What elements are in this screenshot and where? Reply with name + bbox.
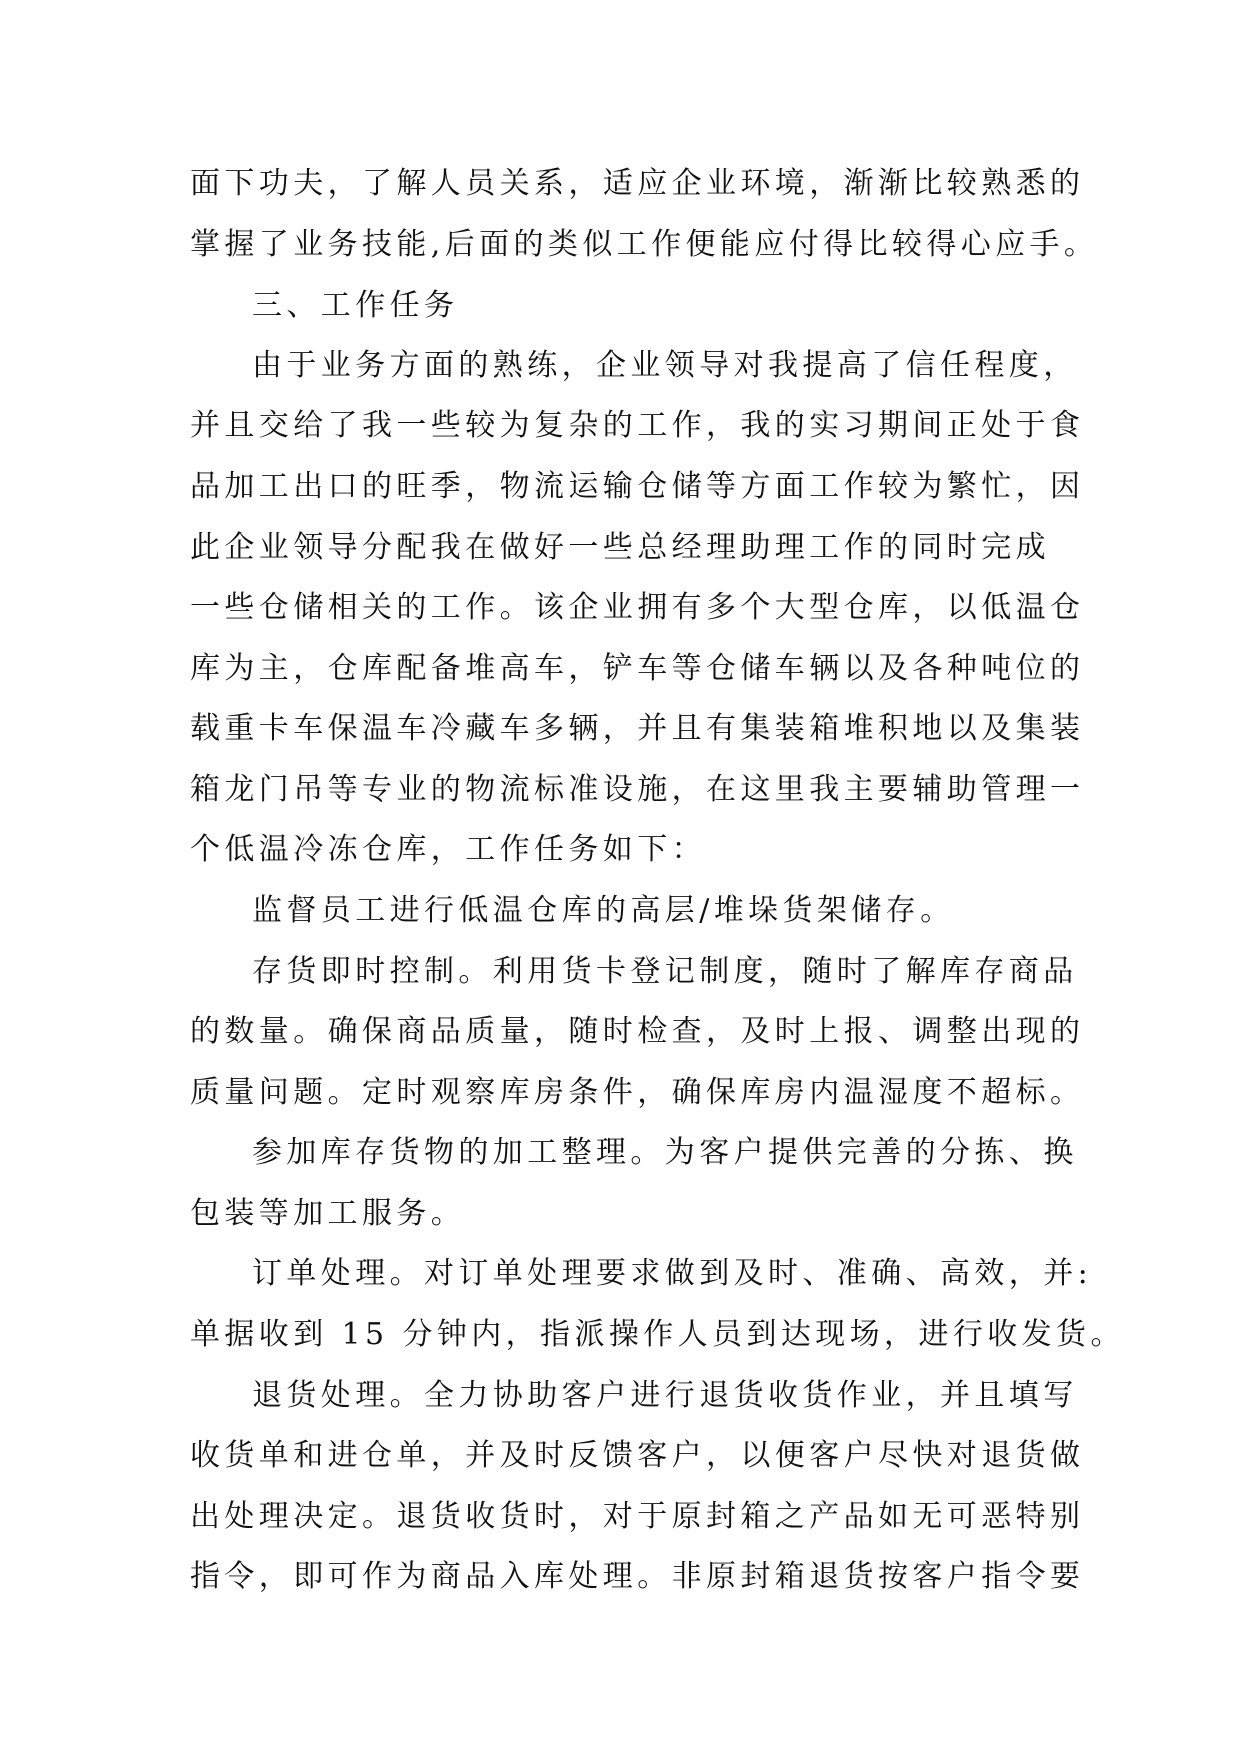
- paragraph-line: 退货处理。全力协助客户进行退货收货作业，并且填写: [252, 1378, 1078, 1413]
- paragraph-line: 由于业务方面的熟练，企业领导对我提高了信任程度，: [252, 348, 1078, 383]
- paragraph-line: 箱龙门吊等专业的物流标准设施，在这里我主要辅助管理一: [190, 772, 1085, 807]
- paragraph-line: 参加库存货物的加工整理。为客户提供完善的分拣、换: [252, 1135, 1078, 1170]
- paragraph-line: 库为主，仓库配备堆高车，铲车等仓储车辆以及各种吨位的: [190, 651, 1085, 686]
- paragraph-line: 出处理决定。退货收货时，对于原封箱之产品如无可恶特别: [190, 1499, 1085, 1534]
- paragraph-line: 的数量。确保商品质量，随时检查，及时上报、调整出现的: [190, 1014, 1085, 1049]
- paragraph-line: 载重卡车保温车冷藏车多辆，并且有集装箱堆积地以及集装: [190, 711, 1085, 746]
- paragraph-line: 包装等加工服务。: [190, 1196, 466, 1231]
- paragraph-line: 个低温冷冻仓库，工作任务如下：: [190, 832, 706, 867]
- paragraph-line: 品加工出口的旺季，物流运输仓储等方面工作较为繁忙，因: [190, 469, 1085, 504]
- paragraph-line: 并且交给了我一些较为复杂的工作，我的实习期间正处于食: [190, 408, 1085, 443]
- paragraph-line: 单据收到 15 分钟内，指派操作人员到达现场，进行收发货。: [190, 1317, 1125, 1352]
- paragraph-line: 质量问题。定时观察库房条件，确保库房内温湿度不超标。: [190, 1075, 1085, 1110]
- paragraph-line: 收货单和进仓单，并及时反馈客户，以便客户尽快对退货做: [190, 1438, 1085, 1473]
- paragraph-line: 监督员工进行低温仓库的高层/堆垛货架储存。: [252, 893, 955, 928]
- paragraph-line: 此企业领导分配我在做好一些总经理助理工作的同时完成: [190, 530, 1050, 565]
- paragraph-line: 指令，即可作为商品入库处理。非原封箱退货按客户指令要: [190, 1559, 1085, 1594]
- paragraph-line: 订单处理。对订单处理要求做到及时、准确、高效，并:: [252, 1256, 1093, 1291]
- paragraph-line: 存货即时控制。利用货卡登记制度，随时了解库存商品: [252, 954, 1078, 989]
- paragraph-line: 一些仓储相关的工作。该企业拥有多个大型仓库，以低温仓: [190, 590, 1085, 625]
- paragraph-line: 掌握了业务技能,后面的类似工作便能应付得比较得心应手。: [190, 227, 1099, 262]
- section-heading: 三、工作任务: [252, 288, 459, 323]
- paragraph-line: 面下功夫，了解人员关系，适应企业环境，渐渐比较熟悉的: [190, 166, 1085, 201]
